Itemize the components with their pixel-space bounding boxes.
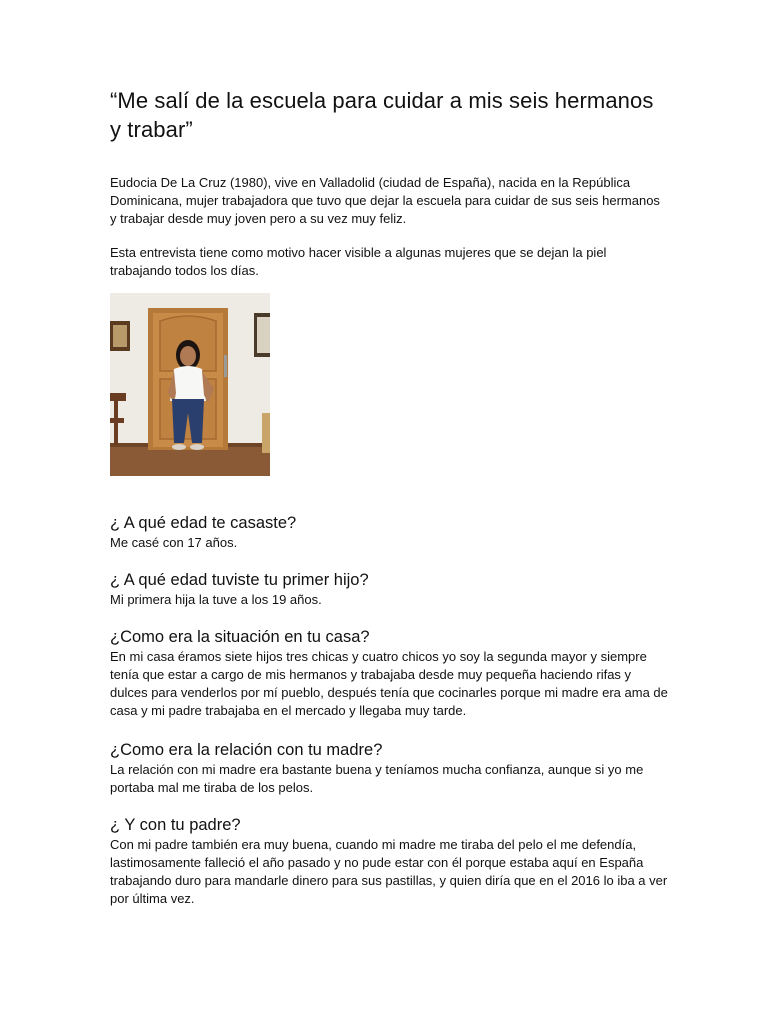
question-heading: ¿ Y con tu padre? xyxy=(110,816,241,834)
answer-text: En mi casa éramos siete hijos tres chicas y cuatro chicos yo soy la segunda mayor y siempre tenía que estar a cargo de mis hermanos y trabajaba desde muy pequeña haciendo rifas y dulces para venderlos por mí pueblo, después tenía que cocinarles porque mi madre era ama de casa y mi padre trabajaba en el mercado y llegaba muy tarde. xyxy=(110,649,668,718)
qa-block-mother xyxy=(110,740,670,797)
portrait-photo-icon xyxy=(110,293,270,476)
portrait-photo xyxy=(110,293,270,476)
question-heading: ¿ A qué edad te casaste? xyxy=(110,514,297,532)
question-heading: ¿Como era la relación con tu madre? xyxy=(110,741,383,759)
answer-text: Mi primera hija la tuve a los 19 años. xyxy=(110,592,322,607)
qa-block-married xyxy=(110,513,670,552)
article-title: “Me salí de la escuela para cuidar a mis seis hermanos y trabar” xyxy=(110,88,654,142)
answer-text: Me casé con 17 años. xyxy=(110,535,238,550)
intro-paragraph: Eudocia De La Cruz (1980), vive en Valladolid (ciudad de España), nacida en la República Dominicana, mujer trabajadora que tuvo que dejar la escuela para cuidar de sus seis hermanos y trabajar desde muy joven pero a su vez muy feliz. xyxy=(110,175,660,226)
question-heading: ¿ A qué edad tuviste tu primer hijo? xyxy=(110,571,369,589)
qa-block-father xyxy=(110,815,670,908)
question-heading: ¿Como era la situación en tu casa? xyxy=(110,628,370,646)
qa-block-first-child xyxy=(110,570,670,609)
document-page xyxy=(110,86,670,908)
purpose-paragraph: Esta entrevista tiene como motivo hacer visible a algunas mujeres que se dejan la piel trabajando todos los días. xyxy=(110,245,607,278)
answer-text: La relación con mi madre era bastante buena y teníamos mucha confianza, aunque si yo me portaba mal me tiraba de los pelos. xyxy=(110,762,644,795)
answer-text: Con mi padre también era muy buena, cuando mi madre me tiraba del pelo el me defendía, lastimosamente falleció el año pasado y no pude estar con él porque estaba aquí en España trabajando duro para mandarle dinero para sus pastillas, y quien diría que en el 2016 lo iba a ver por última vez. xyxy=(110,837,668,906)
qa-block-home-situation xyxy=(110,627,670,720)
